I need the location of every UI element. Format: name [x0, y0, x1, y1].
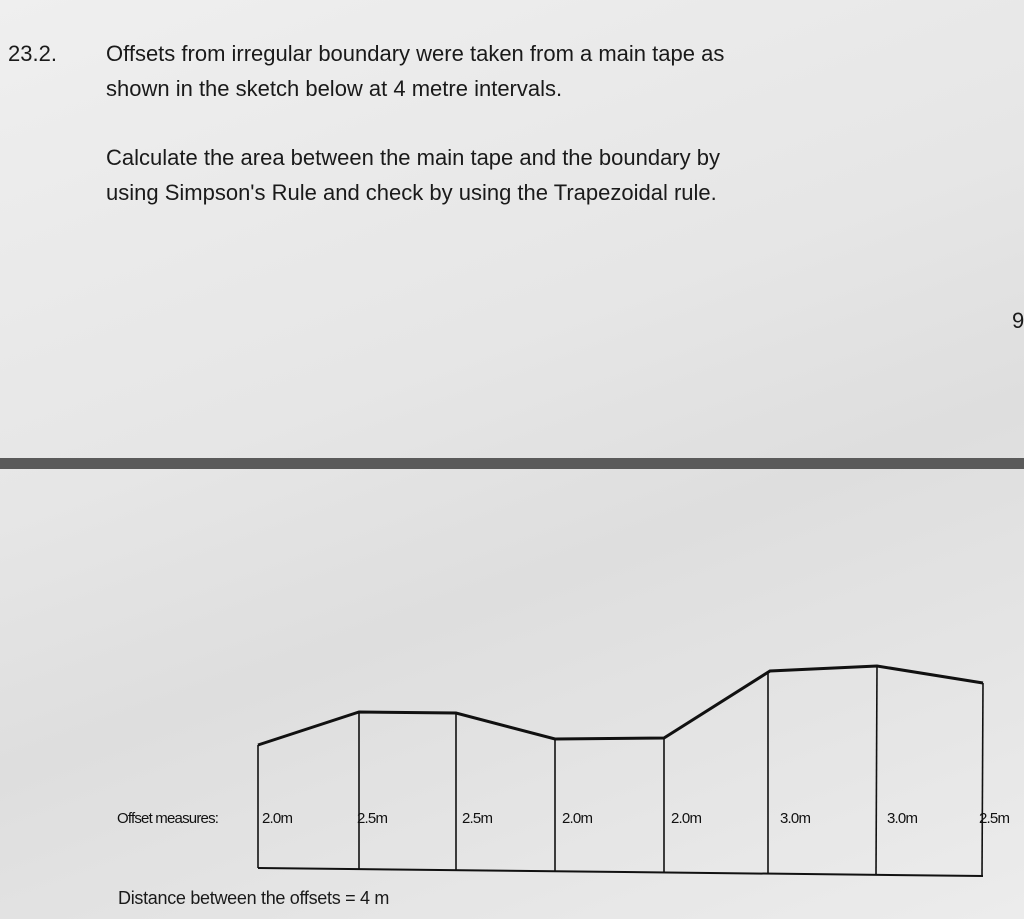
offset-value: 3.0m — [780, 810, 811, 827]
offset-value: 2.0m — [562, 810, 593, 827]
offset-lines — [258, 666, 983, 876]
boundary-line — [258, 666, 983, 745]
distance-note: Distance between the offsets = 4 m — [118, 888, 390, 908]
offset-measures-label: Offset measures: — [117, 810, 219, 827]
text-line: Calculate the area between the main tape and the boundary by — [106, 145, 720, 170]
offset-value: 2.0m — [262, 810, 293, 827]
main-tape — [258, 868, 983, 876]
offset-value: 3.0m — [887, 810, 918, 827]
text-line: using Simpson's Rule and check by using the Trapezoidal rule. — [106, 180, 717, 205]
offset-value: 2.5m — [979, 810, 1010, 827]
offset-value: 2.0m — [671, 810, 702, 827]
page-mark: 9 — [1012, 308, 1024, 333]
text-line: shown in the sketch below at 4 metre intervals. — [106, 76, 563, 101]
offset-value: 2.5m — [462, 810, 493, 827]
offset-value: 2.5m — [357, 810, 388, 827]
question-number: 23.2. — [8, 41, 57, 66]
offset-line — [982, 683, 983, 876]
offset-line — [876, 666, 877, 874]
text-line: Offsets from irregular boundary were taken from a main tape as — [106, 41, 725, 66]
